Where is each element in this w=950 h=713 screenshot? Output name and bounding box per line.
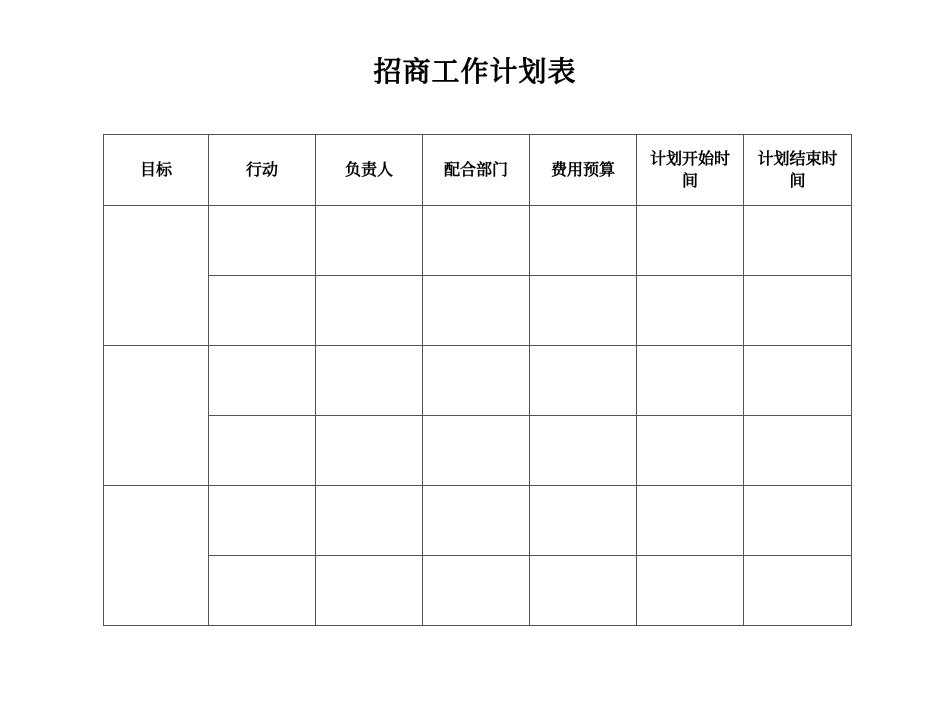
table-row — [104, 556, 852, 626]
start-time-cell[interactable] — [637, 346, 744, 416]
action-cell[interactable] — [209, 346, 316, 416]
header-start-time-label: 计划开始时间 — [650, 149, 731, 190]
header-end-time — [744, 135, 852, 206]
support-dept-cell[interactable] — [423, 206, 530, 276]
header-owner: 负责人 — [316, 135, 423, 206]
end-time-cell[interactable] — [744, 416, 852, 486]
table-row — [104, 486, 852, 556]
table-row — [104, 206, 852, 276]
action-cell[interactable] — [209, 206, 316, 276]
goal-cell[interactable] — [104, 206, 209, 346]
owner-cell[interactable] — [316, 206, 423, 276]
page-title: 招商工作计划表 — [373, 55, 577, 88]
start-time-cell[interactable] — [637, 556, 744, 626]
owner-cell[interactable] — [316, 416, 423, 486]
header-support-dept: 配合部门 — [423, 135, 530, 206]
header-start-time — [637, 135, 744, 206]
end-time-cell[interactable] — [744, 556, 852, 626]
budget-cell[interactable] — [530, 206, 637, 276]
table-header-row — [104, 135, 852, 206]
end-time-cell[interactable] — [744, 486, 852, 556]
end-time-cell[interactable] — [744, 276, 852, 346]
budget-cell[interactable] — [530, 276, 637, 346]
start-time-cell[interactable] — [637, 416, 744, 486]
action-cell[interactable] — [209, 416, 316, 486]
plan-table — [103, 134, 852, 626]
goal-cell[interactable] — [104, 486, 209, 626]
table-row — [104, 416, 852, 486]
support-dept-cell[interactable] — [423, 276, 530, 346]
support-dept-cell[interactable] — [423, 486, 530, 556]
header-budget: 费用预算 — [530, 135, 637, 206]
owner-cell[interactable] — [316, 346, 423, 416]
budget-cell[interactable] — [530, 416, 637, 486]
budget-cell[interactable] — [530, 486, 637, 556]
goal-cell[interactable] — [104, 346, 209, 486]
action-cell[interactable] — [209, 556, 316, 626]
action-cell[interactable] — [209, 486, 316, 556]
table-row — [104, 276, 852, 346]
support-dept-cell[interactable] — [423, 346, 530, 416]
budget-cell[interactable] — [530, 556, 637, 626]
support-dept-cell[interactable] — [423, 416, 530, 486]
header-action: 行动 — [209, 135, 316, 206]
start-time-cell[interactable] — [637, 486, 744, 556]
owner-cell[interactable] — [316, 556, 423, 626]
owner-cell[interactable] — [316, 486, 423, 556]
header-end-time-label: 计划结束时间 — [757, 149, 838, 190]
end-time-cell[interactable] — [744, 206, 852, 276]
action-cell[interactable] — [209, 276, 316, 346]
start-time-cell[interactable] — [637, 276, 744, 346]
table-row — [104, 346, 852, 416]
budget-cell[interactable] — [530, 346, 637, 416]
start-time-cell[interactable] — [637, 206, 744, 276]
end-time-cell[interactable] — [744, 346, 852, 416]
support-dept-cell[interactable] — [423, 556, 530, 626]
owner-cell[interactable] — [316, 276, 423, 346]
header-goal: 目标 — [104, 135, 209, 206]
